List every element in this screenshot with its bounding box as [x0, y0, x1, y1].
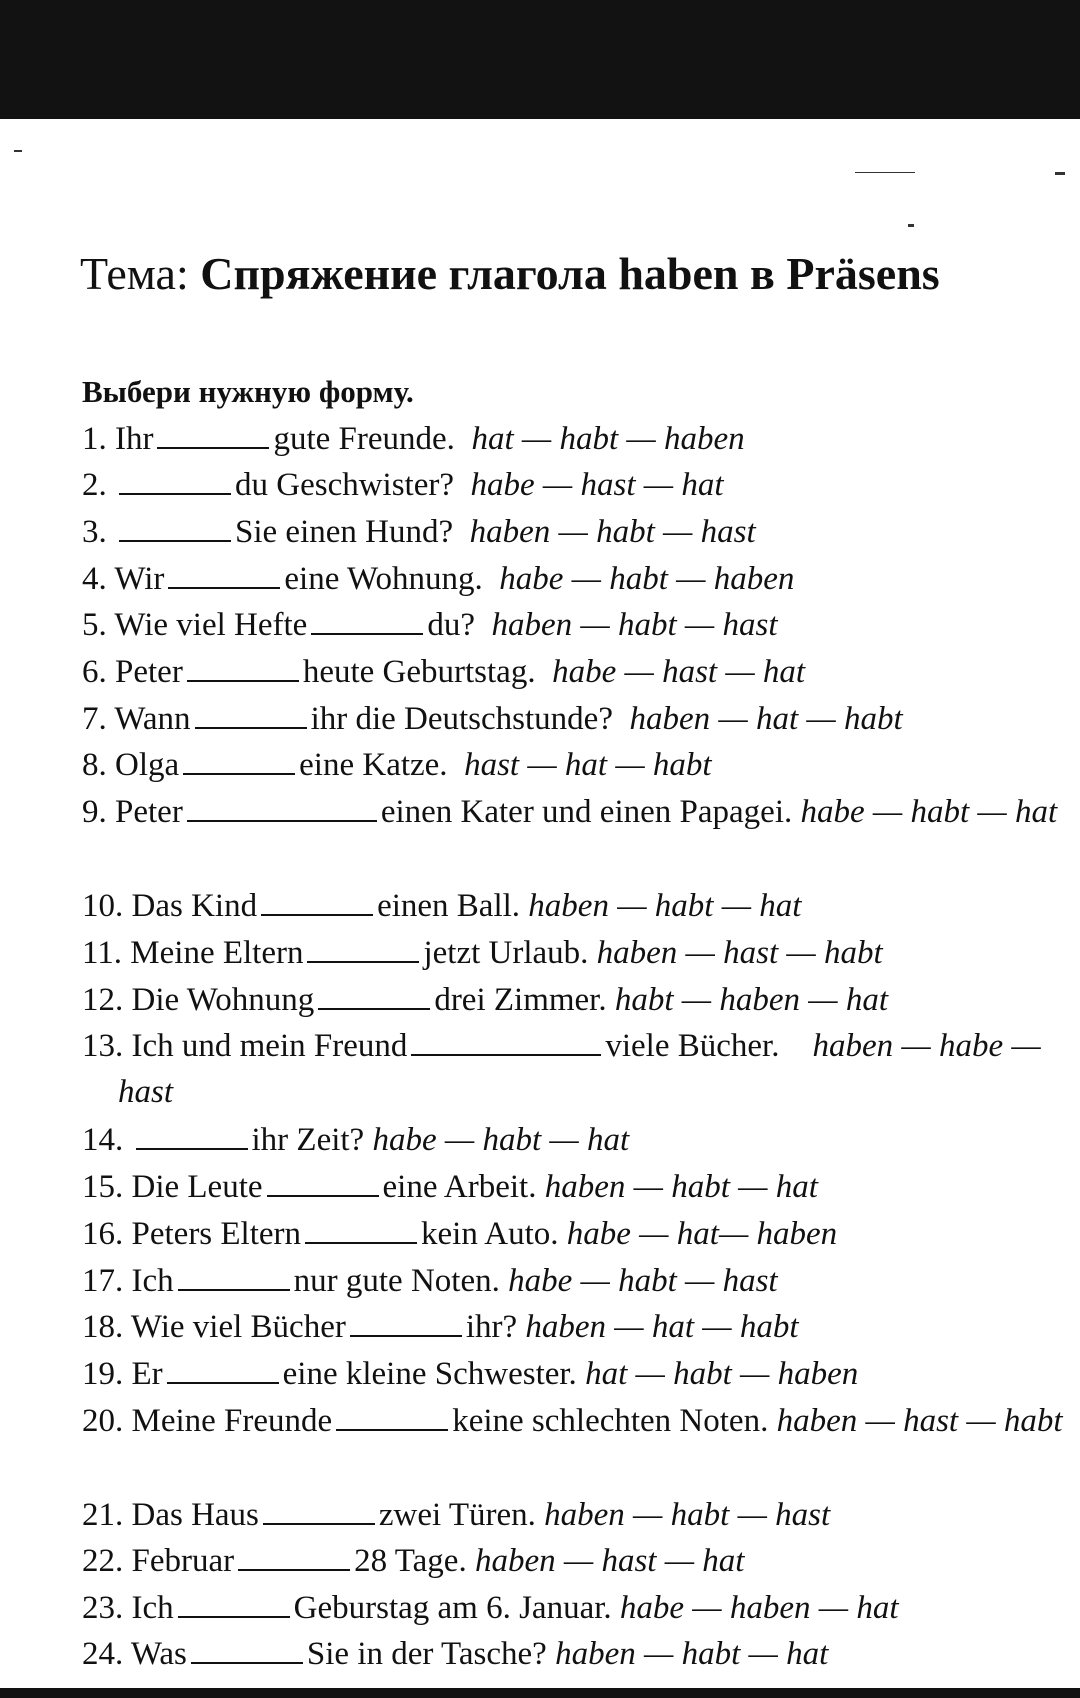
exercise-number: 7. — [82, 701, 107, 737]
exercise-item — [82, 1023, 1072, 1115]
answer-options: hat — habt — haben — [585, 1356, 859, 1392]
exercise-item — [82, 1258, 778, 1304]
top-dark-border — [0, 0, 1080, 119]
answer-blank[interactable] — [411, 1028, 601, 1056]
answer-options: habe — habt — hast — [508, 1263, 778, 1299]
exercise-number: 24. — [82, 1636, 124, 1672]
exercise-text-before: Peter — [115, 654, 183, 690]
exercise-text-before: Ich und mein Freund — [131, 1028, 408, 1064]
exercise-item — [82, 649, 805, 695]
exercise-number: 2. — [82, 467, 107, 503]
answer-blank[interactable] — [318, 982, 430, 1010]
exercise-item — [82, 696, 903, 742]
exercise-number: 22. — [82, 1543, 124, 1579]
answer-blank[interactable] — [183, 747, 295, 775]
answer-options: hat — habt — haben — [471, 421, 745, 457]
exercise-item — [82, 930, 883, 976]
answer-options: habe — haben — hat — [619, 1590, 899, 1626]
exercise-item — [82, 509, 756, 555]
answer-options: habe — habt — hat — [800, 794, 1058, 830]
exercise-text-before: Wann — [114, 701, 191, 737]
exercise-number: 5. — [82, 607, 107, 643]
exercise-item — [82, 556, 794, 602]
exercise-text-before: Olga — [115, 747, 180, 783]
exercise-number: 10. — [82, 888, 124, 924]
exercise-text-before: Die Leute — [131, 1169, 263, 1205]
answer-options: haben — hat — habt — [629, 701, 903, 737]
exercise-number: 19. — [82, 1356, 124, 1392]
exercise-text-before: Ich — [131, 1590, 174, 1626]
exercise-text-before: Wie viel Hefte — [114, 607, 308, 643]
exercise-text-after: ihr? — [465, 1309, 518, 1345]
exercise-text-after: ihr Zeit? — [251, 1122, 365, 1158]
exercise-text-before: Peter — [115, 794, 183, 830]
answer-options: haben — habt — hast — [491, 607, 778, 643]
exercise-text-before: Wir — [114, 561, 165, 597]
answer-blank[interactable] — [263, 1497, 375, 1525]
answer-options: hast — hat — habt — [464, 747, 712, 783]
exercise-text-after: keine schlechten Noten. — [452, 1403, 769, 1439]
answer-blank[interactable] — [307, 935, 419, 963]
answer-options: haben — habt — hat — [544, 1169, 818, 1205]
exercise-number: 17. — [82, 1263, 124, 1299]
exercise-item — [82, 742, 712, 788]
answer-options: haben — habt — hast — [469, 514, 756, 550]
exercise-number: 9. — [82, 794, 107, 830]
exercise-text-after: zwei Türen. — [378, 1497, 536, 1533]
exercise-text-after: heute Geburtstag. — [302, 654, 536, 690]
exercise-item — [82, 416, 745, 462]
answer-blank[interactable] — [168, 561, 280, 589]
exercise-item — [82, 1164, 818, 1210]
answer-options: haben — hat — habt — [525, 1309, 799, 1345]
exercise-number: 15. — [82, 1169, 124, 1205]
answer-blank[interactable] — [167, 1356, 279, 1384]
page-title — [80, 244, 940, 304]
answer-options: habe — hast — hat — [552, 654, 806, 690]
exercise-number: 4. — [82, 561, 107, 597]
exercise-text-before: Das Kind — [131, 888, 258, 924]
answer-options: habt — haben — hat — [614, 982, 889, 1018]
answer-options: haben — hast — hat — [474, 1543, 745, 1579]
exercise-number: 16. — [82, 1216, 124, 1252]
exercise-item — [82, 1492, 830, 1538]
exercise-text-before: Meine Eltern — [130, 935, 304, 971]
exercise-number: 3. — [82, 514, 107, 550]
exercise-number: 21. — [82, 1497, 124, 1533]
answer-options: haben — habt — hat — [528, 888, 802, 924]
exercise-number: 23. — [82, 1590, 124, 1626]
exercise-number: 20. — [82, 1403, 124, 1439]
exercise-text-after: kein Auto. — [421, 1216, 559, 1252]
exercise-text-after: eine Wohnung. — [284, 561, 483, 597]
exercise-text-before: Das Haus — [131, 1497, 259, 1533]
exercise-item — [18, 789, 1068, 835]
exercise-text-before: Peters Eltern — [131, 1216, 302, 1252]
exercise-item — [82, 1117, 629, 1163]
answer-options: haben — habt — hast — [544, 1497, 831, 1533]
answer-blank[interactable] — [267, 1169, 379, 1197]
exercise-text-after: du? — [427, 607, 475, 643]
answer-blank[interactable] — [311, 607, 423, 635]
exercise-text-after: eine Arbeit. — [382, 1169, 537, 1205]
exercise-text-after: ihr die Deutschstunde? — [310, 701, 613, 737]
answer-blank[interactable] — [136, 1122, 248, 1150]
exercise-item — [82, 602, 778, 648]
exercise-number: 6. — [82, 654, 107, 690]
answer-options: habe — habt — haben — [499, 561, 795, 597]
exercise-text-after: eine Katze. — [299, 747, 448, 783]
answer-blank[interactable] — [336, 1403, 448, 1431]
exercise-text-after: einen Ball. — [377, 888, 521, 924]
exercise-text-before: Ich — [131, 1263, 174, 1299]
exercise-text-before: Wie viel Bücher — [130, 1309, 346, 1345]
exercise-text-after: drei Zimmer. — [434, 982, 607, 1018]
exercise-text-after: nur gute Noten. — [293, 1263, 500, 1299]
exercise-item — [82, 462, 724, 508]
exercise-number: 13. — [82, 1028, 124, 1064]
answer-options: habe — hast — hat — [470, 467, 724, 503]
answer-blank[interactable] — [191, 1636, 303, 1664]
exercise-text-before: Was — [130, 1636, 187, 1672]
answer-blank[interactable] — [305, 1216, 417, 1244]
instruction-text: Выбери нужную форму. — [82, 374, 414, 409]
exercise-number: 14. — [82, 1122, 124, 1158]
scan-speck — [1055, 172, 1065, 175]
answer-blank[interactable] — [119, 514, 231, 542]
exercise-text-after: Geburstag am 6. Januar. — [293, 1590, 612, 1626]
exercise-text-after: eine kleine Schwester. — [282, 1356, 577, 1392]
exercise-text-before: Die Wohnung — [131, 982, 315, 1018]
answer-options: haben — habt — hat — [555, 1636, 829, 1672]
exercise-text-after: einen Kater und einen Papagei. — [380, 794, 793, 830]
answer-options: haben — hast — habt — [776, 1403, 1063, 1439]
answer-blank[interactable] — [187, 794, 377, 822]
exercise-number: 11. — [82, 935, 123, 971]
exercise-item — [82, 1398, 1072, 1444]
answer-blank[interactable] — [119, 467, 231, 495]
exercise-item — [82, 1304, 799, 1350]
exercise-text-before: Ihr — [115, 421, 154, 457]
scan-speck — [908, 224, 914, 227]
exercise-number: 8. — [82, 747, 107, 783]
answer-blank[interactable] — [178, 1590, 290, 1618]
exercise-text-after: Sie in der Tasche? — [306, 1636, 547, 1672]
exercise-text-after: gute Freunde. — [273, 421, 455, 457]
title-lead: Тема: — [80, 248, 201, 299]
exercise-item — [82, 1585, 899, 1631]
exercise-text-before: Februar — [131, 1543, 235, 1579]
exercise-item — [82, 1538, 744, 1584]
answer-blank[interactable] — [195, 701, 307, 729]
answer-blank[interactable] — [238, 1543, 350, 1571]
exercise-text-after: 28 Tage. — [354, 1543, 467, 1579]
answer-options: habe — habt — hat — [372, 1122, 630, 1158]
answer-blank[interactable] — [261, 888, 373, 916]
exercise-text-before: Meine Freunde — [131, 1403, 333, 1439]
answer-blank[interactable] — [178, 1263, 290, 1291]
exercise-text-after: viele Bücher. — [605, 1028, 780, 1064]
answer-options: habe — hat— haben — [566, 1216, 838, 1252]
answer-options: haben — hast — habt — [596, 935, 883, 971]
bottom-dark-border — [0, 1688, 1080, 1698]
exercise-item — [82, 1351, 858, 1397]
exercise-text-after: Sie einen Hund? — [235, 514, 454, 550]
exercise-item — [82, 883, 801, 929]
exercise-text-after: jetzt Urlaub. — [423, 935, 589, 971]
exercise-item — [82, 1631, 828, 1677]
title-main: Спряжение глагола haben в Präsens — [200, 248, 940, 299]
exercise-number: 1. — [82, 421, 107, 457]
exercise-item — [82, 977, 888, 1023]
exercise-number: 12. — [82, 982, 124, 1018]
scan-speck — [855, 172, 915, 173]
answer-blank[interactable] — [187, 654, 299, 682]
exercise-number: 18. — [82, 1309, 124, 1345]
exercise-text-after: du Geschwister? — [235, 467, 455, 503]
exercise-item — [82, 1211, 837, 1257]
answer-blank[interactable] — [350, 1309, 462, 1337]
scan-speck — [14, 150, 22, 152]
answer-blank[interactable] — [157, 421, 269, 449]
answer-options: haben — habe — hast — [118, 1028, 1041, 1110]
exercise-text-before: Er — [131, 1356, 163, 1392]
